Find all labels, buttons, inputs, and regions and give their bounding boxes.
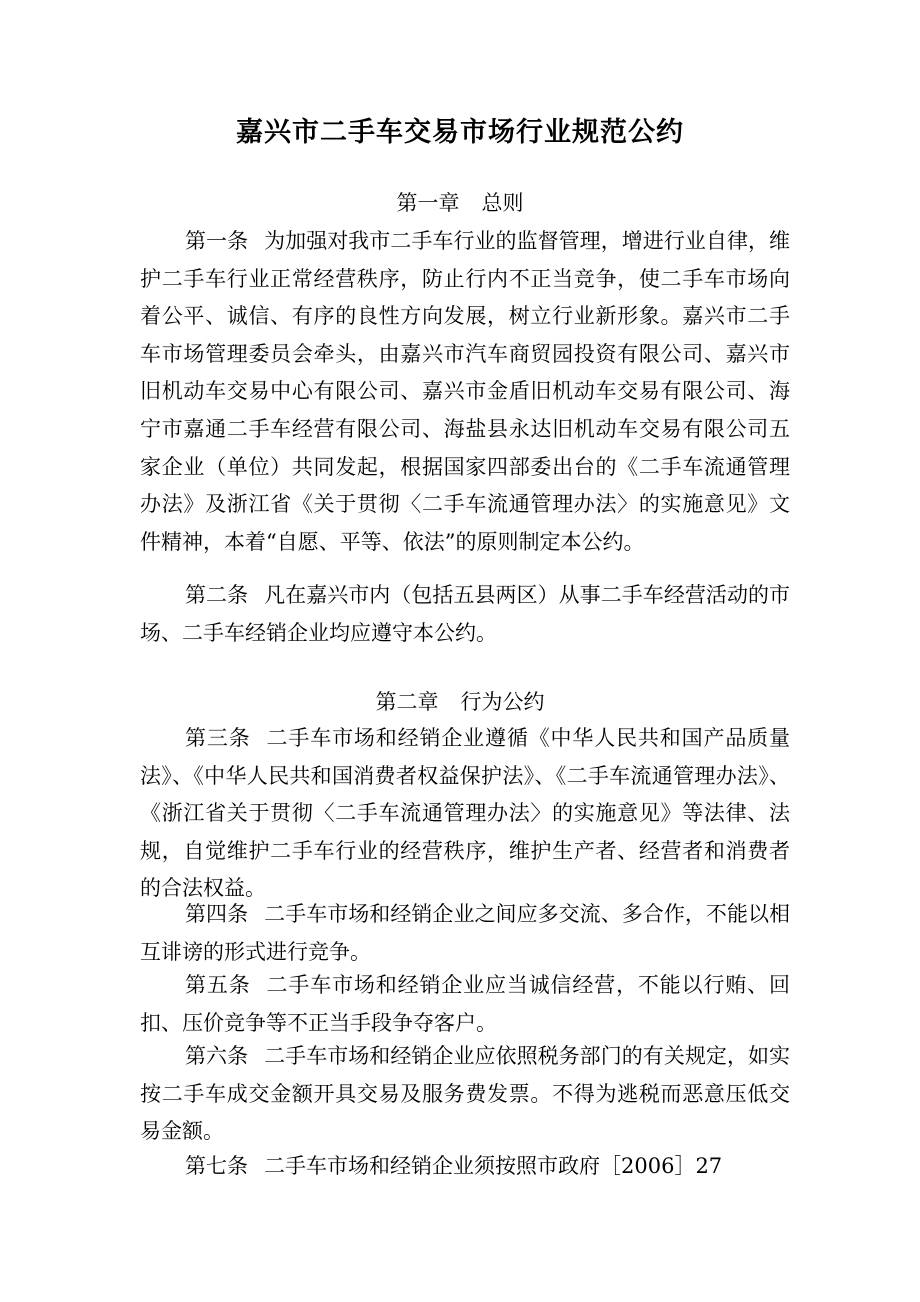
article-number: 第三条 [185, 726, 251, 750]
article-number: 第五条 [185, 973, 251, 997]
article-paragraph [140, 720, 790, 908]
article-paragraph [140, 896, 790, 971]
article-number: 第六条 [185, 1044, 249, 1068]
article-number: 第四条 [185, 902, 249, 926]
article-number: 第七条 [185, 1154, 248, 1178]
article-text: 二手车市场和经销企业之间应多交流、多合作，不能以相互诽谤的形式进行竞争。 [140, 902, 791, 964]
article-text: 二手车市场和经销企业应依照税务部门的有关规定，如实按二手车成交金额开具交易及服务费发票。不得为逃税而恶意压低交易金额。 [140, 1044, 791, 1144]
article-paragraph [140, 577, 790, 652]
chapter-number: 第一章 [396, 191, 460, 215]
article-text: 二手车市场和经销企业应当诚信经营，不能以行贿、回扣、压价竞争等不正当手段争夺客户。 [140, 973, 791, 1035]
article-text: 二手车市场和经销企业须按照市政府［2006］27 [264, 1154, 723, 1178]
chapter-heading-2 [0, 686, 920, 716]
article-text: 二手车市场和经销企业遵循《中华人民共和国产品质量法》、《中华人民共和国消费者权益保护法》、《二手车流通管理办法》、《浙江省关于贯彻〈二手车流通管理办法〉的实施意见》等法律、法规，自觉维护二手车行业的经营秩序，维护生产者、经营者和消费者的合法权益。 [140, 726, 791, 901]
article-paragraph [140, 1148, 790, 1186]
article-paragraph [140, 1038, 790, 1151]
chapter-name: 行为公约 [460, 690, 545, 714]
article-paragraph [140, 223, 790, 561]
article-number: 第二条 [185, 583, 249, 607]
document-title: 嘉兴市二手车交易市场行业规范公约 [236, 117, 684, 148]
article-text: 凡在嘉兴市内（包括五县两区）从事二手车经营活动的市场、二手车经销企业均应遵守本公约。 [140, 583, 791, 645]
chapter-number: 第二章 [375, 690, 439, 714]
article-text: 为加强对我市二手车行业的监督管理，增进行业自律，维护二手车行业正常经营秩序，防止行内不正当竞争，使二手车市场向着公平、诚信、有序的良性方向发展，树立行业新形象。嘉兴市二手车市场管理委员会牵头，由嘉兴市汽车商贸园投资有限公司、嘉兴市旧机动车交易中心有限公司、嘉兴市金盾旧机动车交易有限公司、海宁市嘉通二手车经营有限公司、海盐县永达旧机动车交易有限公司五家企业（单位）共同发起，根据国家四部委出台的《二手车流通管理办法》及浙江省《关于贯彻〈二手车流通管理办法〉的实施意见》文件精神，本着“自愿、平等、依法”的原则制定本公约。 [140, 229, 791, 554]
article-number: 第一条 [185, 229, 249, 253]
chapter-name: 总则 [481, 191, 524, 215]
article-paragraph [140, 967, 790, 1042]
chapter-heading-1 [0, 187, 920, 217]
